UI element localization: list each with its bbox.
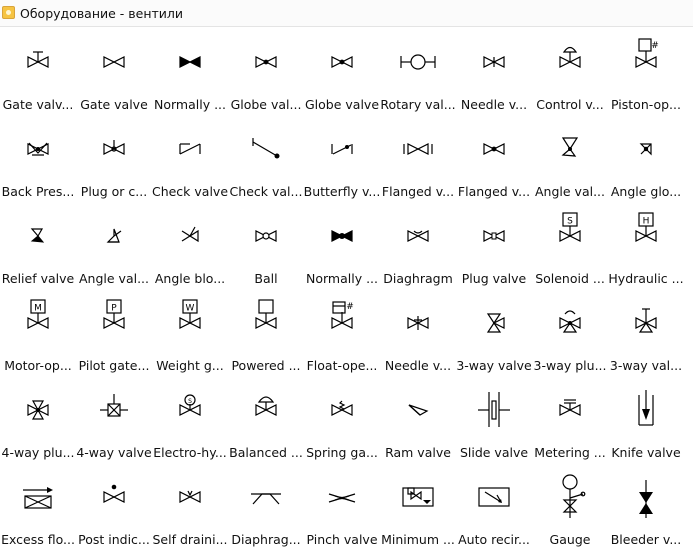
shape-label: Hydraulic ... — [608, 272, 684, 286]
shape-label: Needle v... — [384, 359, 452, 373]
shape-label: Normally ... — [306, 272, 378, 286]
shape-label: Powered ... — [231, 359, 301, 373]
shape-item[interactable] — [304, 201, 380, 288]
shape-item[interactable] — [304, 288, 380, 375]
shape-label: Check valve — [151, 185, 229, 199]
shape-label: Control v... — [536, 98, 604, 112]
shape-item[interactable] — [532, 201, 608, 288]
shape-label: Angle glo... — [610, 185, 682, 199]
three-way-stem-valve-icon — [627, 300, 665, 346]
shape-item[interactable] — [532, 27, 608, 114]
shape-item[interactable] — [380, 288, 456, 375]
butterfly-valve-icon — [323, 126, 361, 172]
svg-text:#: # — [346, 302, 354, 312]
shape-item[interactable] — [456, 288, 532, 375]
svg-text:S: S — [567, 216, 573, 227]
shape-label: Needle v... — [460, 98, 528, 112]
shape-item[interactable] — [228, 462, 304, 549]
excess-flow-valve-icon — [19, 474, 57, 520]
svg-text:M: M — [34, 303, 42, 314]
needle-2-valve-icon — [399, 300, 437, 346]
shape-label: Angle val... — [79, 272, 149, 286]
shape-item[interactable] — [0, 27, 76, 114]
shape-label: Flanged v... — [381, 185, 455, 199]
shape-label: Globe valve — [304, 98, 380, 112]
four-way-plug-valve-icon — [19, 387, 57, 433]
shape-label: 4-way plu... — [1, 446, 75, 460]
shape-item[interactable] — [608, 27, 684, 114]
shape-item[interactable] — [456, 114, 532, 201]
shape-item[interactable] — [76, 27, 152, 114]
shape-item[interactable] — [228, 288, 304, 375]
shape-item[interactable] — [532, 375, 608, 462]
shape-item[interactable] — [76, 462, 152, 549]
shape-item[interactable] — [76, 375, 152, 462]
balanced-valve-icon — [247, 387, 285, 433]
shape-label: 3-way plu... — [533, 359, 607, 373]
globe-valve-icon — [475, 126, 513, 172]
plug-cock-valve-icon — [95, 126, 133, 172]
shape-item[interactable] — [0, 462, 76, 549]
box-W-valve-icon — [171, 300, 209, 346]
shape-label: Electro-hy... — [153, 446, 227, 460]
relief-valve-icon — [19, 213, 57, 259]
shape-item[interactable] — [304, 27, 380, 114]
bowtie-valve-icon — [95, 39, 133, 85]
shape-label: Diaphrag... — [231, 533, 301, 547]
shape-item[interactable] — [152, 114, 228, 201]
shape-item[interactable] — [608, 114, 684, 201]
shape-label: Flanged v... — [457, 185, 531, 199]
shape-label: Plug valve — [461, 272, 527, 286]
float-valve-icon — [323, 300, 361, 346]
three-way-valve-icon — [475, 300, 513, 346]
shape-item[interactable] — [532, 114, 608, 201]
spring-valve-icon — [323, 387, 361, 433]
minimum-flow-valve-icon — [399, 474, 437, 520]
shape-item[interactable] — [304, 114, 380, 201]
shape-label: Normally ... — [154, 98, 226, 112]
control-valve-icon — [551, 39, 589, 85]
shape-label: Diaghragm — [383, 272, 453, 286]
ball-filled-valve-icon — [323, 213, 361, 259]
shape-item[interactable] — [0, 201, 76, 288]
shape-label: Plug or c... — [80, 185, 148, 199]
globe-valve-icon — [323, 39, 361, 85]
angle-dot-valve-icon — [551, 126, 589, 172]
title-bar — [0, 0, 693, 27]
electro-hydraulic-valve-icon — [171, 387, 209, 433]
shape-label: Piston-op... — [611, 98, 681, 112]
shape-item[interactable] — [152, 27, 228, 114]
shape-item[interactable] — [152, 201, 228, 288]
shape-item[interactable] — [76, 288, 152, 375]
shape-label: Check val... — [229, 185, 303, 199]
shape-item[interactable] — [380, 375, 456, 462]
svg-text:P: P — [111, 303, 117, 314]
shape-label: Rotary val... — [380, 98, 456, 112]
shape-label: 3-way val... — [609, 359, 683, 373]
shape-label: Solenoid ... — [535, 272, 605, 286]
shape-label: Angle blo... — [154, 272, 226, 286]
shape-label: 3-way valve — [456, 359, 532, 373]
shape-item[interactable] — [456, 201, 532, 288]
self-draining-valve-icon — [171, 474, 209, 520]
shape-item[interactable] — [228, 201, 304, 288]
globe-valve-icon — [247, 39, 285, 85]
shape-item[interactable] — [0, 288, 76, 375]
svg-text:S: S — [188, 398, 192, 405]
shape-label: Ball — [254, 272, 278, 286]
shape-item[interactable] — [608, 375, 684, 462]
shape-item[interactable] — [380, 114, 456, 201]
shape-item[interactable] — [228, 375, 304, 462]
flanged-valve-icon — [399, 126, 437, 172]
shape-item[interactable] — [380, 27, 456, 114]
shape-label: Weight g... — [156, 359, 224, 373]
angle-blowdown-valve-icon — [171, 213, 209, 259]
svg-text:H: H — [642, 216, 650, 227]
shape-item[interactable] — [456, 375, 532, 462]
shape-label: Butterfly v... — [303, 185, 381, 199]
shape-item[interactable] — [608, 201, 684, 288]
shape-label: Motor-op... — [4, 359, 72, 373]
check-valve-icon — [171, 126, 209, 172]
shape-item[interactable] — [228, 114, 304, 201]
shape-item[interactable] — [152, 288, 228, 375]
gauge-valve-icon — [551, 474, 589, 520]
svg-text:W: W — [185, 303, 195, 314]
shape-label: Globe val... — [230, 98, 302, 112]
shape-label: Float-ope... — [306, 359, 378, 373]
shape-item[interactable] — [456, 462, 532, 549]
diaphragm-open-valve-icon — [399, 213, 437, 259]
shape-item[interactable] — [0, 114, 76, 201]
shape-item[interactable] — [228, 27, 304, 114]
bowtie-filled-valve-icon — [171, 39, 209, 85]
shape-label: Spring ga... — [306, 446, 378, 460]
shape-label: 4-way valve — [76, 446, 152, 460]
shape-item[interactable] — [532, 462, 608, 549]
box-H-valve-icon — [627, 213, 665, 259]
shape-item[interactable] — [608, 462, 684, 549]
auto-recirc-valve-icon — [475, 474, 513, 520]
box-empty-valve-icon — [247, 300, 285, 346]
shape-label: Auto recir... — [458, 533, 530, 547]
box-S-valve-icon — [551, 213, 589, 259]
shape-label: Excess flo... — [1, 533, 75, 547]
needle-valve-icon — [475, 39, 513, 85]
shape-label: Ram valve — [385, 446, 451, 460]
shape-label: Angle val... — [535, 185, 605, 199]
shape-item[interactable] — [380, 462, 456, 549]
three-way-plug-valve-icon — [551, 300, 589, 346]
shape-item[interactable] — [532, 288, 608, 375]
shape-label: Metering ... — [534, 446, 606, 460]
box-M-valve-icon — [19, 300, 57, 346]
shape-label: Relief valve — [1, 272, 75, 286]
shape-label: Slide valve — [459, 446, 529, 460]
rotary-valve-icon — [399, 39, 437, 85]
shape-item[interactable] — [76, 114, 152, 201]
post-indicator-valve-icon — [95, 474, 133, 520]
four-way-valve-icon — [95, 387, 133, 433]
shape-label: Post indic... — [78, 533, 150, 547]
shape-item[interactable] — [152, 462, 228, 549]
gate-valve-icon — [19, 39, 57, 85]
piston-valve-icon — [627, 39, 665, 85]
shape-label: Balanced ... — [229, 446, 303, 460]
shape-item[interactable] — [152, 375, 228, 462]
box-P-valve-icon — [95, 300, 133, 346]
metering-valve-icon — [551, 387, 589, 433]
shape-label: Bleeder v... — [610, 533, 682, 547]
angle-valve-valve-icon — [95, 213, 133, 259]
shape-label: Pinch valve — [306, 533, 378, 547]
shape-item[interactable] — [608, 288, 684, 375]
shape-item[interactable] — [380, 201, 456, 288]
bleeder-valve-icon — [627, 474, 665, 520]
shape-label: Back Pres... — [1, 185, 75, 199]
diaphragm-valve-icon — [247, 474, 285, 520]
shape-item[interactable] — [0, 375, 76, 462]
shape-label: Gauge — [549, 533, 591, 547]
ram-valve-icon — [399, 387, 437, 433]
shape-label: Minimum ... — [381, 533, 455, 547]
pinch-valve-icon — [323, 474, 361, 520]
slide-valve-icon — [475, 387, 513, 433]
knife-valve-icon — [627, 387, 665, 433]
shape-item[interactable] — [76, 201, 152, 288]
ball-valve-icon — [247, 213, 285, 259]
shape-label: Knife valve — [611, 446, 681, 460]
back-pressure-valve-icon — [19, 126, 57, 172]
window-title: Оборудование - вентили — [20, 6, 184, 21]
shape-label: Self draini... — [152, 533, 228, 547]
shape-item[interactable] — [304, 375, 380, 462]
shape-item[interactable] — [304, 462, 380, 549]
shape-label: Gate valv... — [2, 98, 74, 112]
svg-text:#: # — [651, 41, 659, 51]
check-ball-valve-icon — [247, 126, 285, 172]
shapes-library-icon — [2, 6, 15, 19]
shape-label: Pilot gate... — [78, 359, 150, 373]
shape-label: Gate valve — [80, 98, 148, 112]
plug-valve-icon — [475, 213, 513, 259]
shape-item[interactable] — [456, 27, 532, 114]
angle-globe-valve-icon — [627, 126, 665, 172]
